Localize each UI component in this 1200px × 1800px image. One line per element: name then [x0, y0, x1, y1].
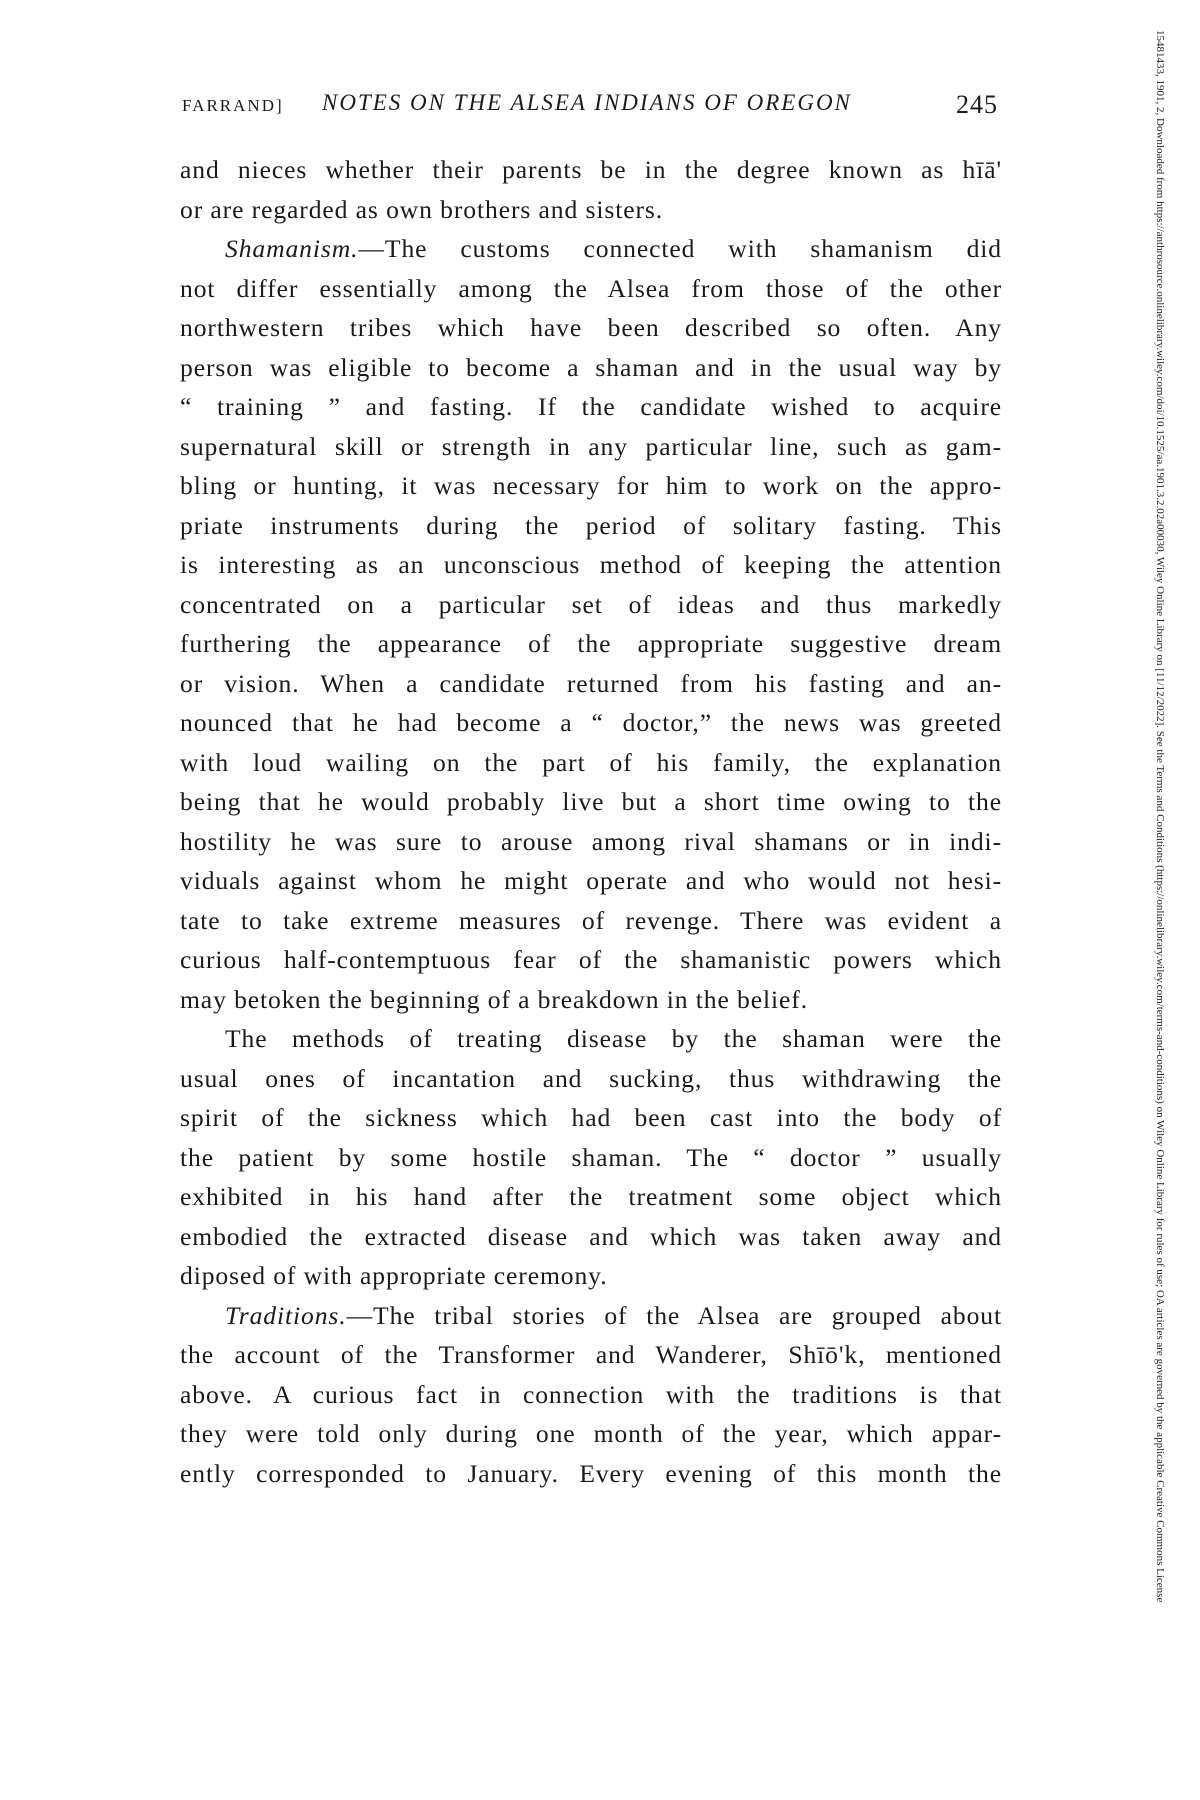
- page-number: 245: [956, 90, 998, 119]
- text-line: with loud wailing on the part of his family, the explanation: [180, 747, 1002, 777]
- article-title: NOTES ON THE ALSEA INDIANS OF OREGON: [322, 90, 852, 115]
- text-line: northwestern tribes which have been described so often. Any: [180, 313, 1002, 342]
- text-line: nounced that he had become a “ doctor,” the news was greeted: [180, 708, 1002, 737]
- text-line: concentrated on a particular set of ideas and thus markedly: [180, 589, 1002, 619]
- text-line: or vision. When a candidate returned from his fasting and an-: [180, 668, 1002, 698]
- text-line: exhibited in his hand after the treatment some object which: [180, 1182, 1002, 1211]
- text-line: being that he would probably live but a short time owing to the: [180, 787, 1002, 816]
- text-line: diposed of with appropriate ceremony.: [180, 1261, 608, 1290]
- text-line: priate instruments during the period of solitary fasting. This: [180, 510, 1002, 540]
- text-line: above. A curious fact in connection with the traditions is that: [180, 1379, 1002, 1409]
- text-line: usual ones of incantation and sucking, thus withdrawing the: [180, 1063, 1002, 1093]
- text-line: and nieces whether their parents be in the degree known as hīā': [180, 155, 1002, 184]
- text-line: hostility he was sure to arouse among rival shamans or in indi-: [180, 826, 1002, 856]
- text-line: “ training ” and fasting. If the candidate wished to acquire: [180, 392, 1002, 421]
- text-line: The methods of treating disease by the shaman were the: [225, 1024, 1002, 1053]
- text-line-content: —The tribal stories of the Alsea are grouped about: [346, 1300, 1002, 1330]
- text-line: supernatural skill or strength in any particular line, such as gam-: [180, 431, 1002, 461]
- text-line: curious half-contemptuous fear of the shamanistic powers which: [180, 945, 1002, 974]
- text-line: [180, 1296, 1002, 1336]
- text-line: may betoken the beginning of a breakdown in the belief.: [180, 984, 809, 1014]
- text-line: the account of the Transformer and Wanderer, Shīō'k, mentioned: [180, 1340, 1002, 1369]
- text-line: viduals against whom he might operate and who would not hesi-: [180, 866, 1002, 895]
- text-line: they were told only during one month of the year, which appar-: [180, 1419, 1002, 1448]
- text-line: ently corresponded to January. Every evening of this month the: [180, 1458, 1002, 1488]
- text-line: not differ essentially among the Alsea from those of the other: [180, 273, 1002, 303]
- download-notice: 15481433, 1901, 2, Downloaded from https://anthrosource.onlinelibrary.wiley.com/doi/10.1525/aa.1901.3.2.02a00030, Wiley Online Library on [11/12/2022]. See the Terms and Conditions (https://onlinelibrary.wiley.com/terms-and-conditions) on Wiley Online Library for rules of use; OA articles are governed by the applicable Creative Commons License: [1154, 30, 1166, 1603]
- article-body: [180, 150, 1002, 1493]
- author-label: FARRAND]: [182, 96, 284, 115]
- text-line: is interesting as an unconscious method of keeping the attention: [180, 550, 1002, 579]
- text-line: bling or hunting, it was necessary for him to work on the appro-: [180, 471, 1002, 500]
- text-line: embodied the extracted disease and which was taken away and: [180, 1221, 1002, 1251]
- text-line: or are regarded as own brothers and sisters.: [180, 194, 664, 224]
- text-line: spirit of the sickness which had been cast into the body of: [180, 1103, 1002, 1132]
- text-line: furthering the appearance of the appropriate suggestive dream: [180, 629, 1002, 658]
- running-head: [182, 88, 1024, 122]
- text-line: tate to take extreme measures of revenge. There was evident a: [180, 905, 1002, 935]
- text-line: person was eligible to become a shaman and in the usual way by: [180, 352, 1002, 382]
- text-line: the patient by some hostile shaman. The “ doctor ” usually: [180, 1142, 1002, 1172]
- section-heading-shamanism: Shamanism.: [225, 234, 359, 263]
- section-heading-traditions: Traditions.: [225, 1300, 347, 1330]
- text-line: [180, 229, 1002, 269]
- text-line-content: —The customs connected with shamanism did: [358, 234, 1002, 263]
